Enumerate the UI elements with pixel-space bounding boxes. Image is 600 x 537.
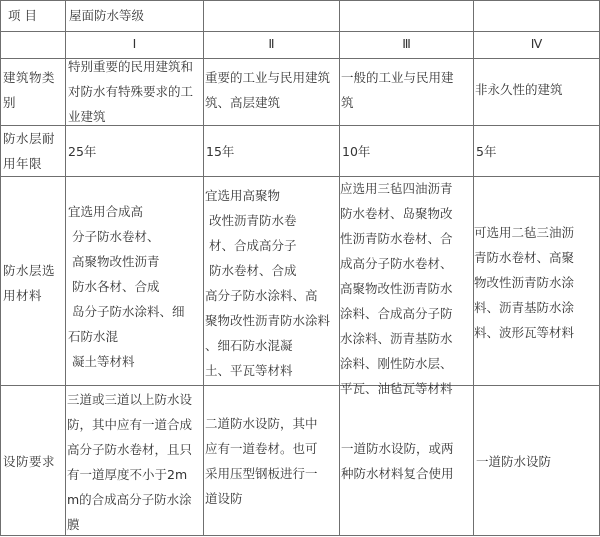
durability-grade-3: 10年 xyxy=(342,144,371,159)
row-label-building-category: 建筑物类 别 xyxy=(3,70,56,110)
header-grade-group-cell: 屋面防水等级 xyxy=(69,8,145,23)
row-label-durability: 防水层耐 用年限 xyxy=(3,131,56,171)
grade-3-header: Ⅲ xyxy=(402,36,411,51)
table-divider xyxy=(0,176,600,177)
table-border-top xyxy=(0,0,600,1)
building-category-grade-1: 特别重要的民用建筑和 对防水有特殊要求的工 业建筑 xyxy=(68,59,194,124)
materials-grade-1: 宜选用合成高 分子防水卷材、 高聚物改性沥青 防水各材、合成 岛分子防水涂料、细 石防水混 凝土等材料 xyxy=(68,204,185,369)
table-divider xyxy=(65,0,66,536)
materials-grade-4: 可选用二毡三油沥 青防水卷材、高聚 物改性沥青防水涂 料、沥青基防水涂 料、波形瓦等材料 xyxy=(474,225,575,340)
grade-1-header: Ⅰ xyxy=(132,36,137,51)
table-divider xyxy=(203,0,204,536)
building-category-grade-4: 非永久性的建筑 xyxy=(475,82,563,97)
durability-grade-4: 5年 xyxy=(476,144,497,159)
requirements-grade-3: 一道防水设防，或两 种防水材料复合使用 xyxy=(341,441,454,481)
table-divider xyxy=(0,385,600,386)
requirements-grade-2: 二道防水设防，其中 应有一道卷材。也可 采用压型钢板进行一 道设防 xyxy=(205,416,318,506)
row-label-materials: 防水层选 用材料 xyxy=(3,263,56,303)
durability-grade-2: 15年 xyxy=(206,144,235,159)
materials-grade-3: 应选用三毡四油沥青 防水卷材、岛聚物改 性沥青防水卷材、合 成高分子防水卷材、 高聚物改性沥青防水 涂料、合成高分子防 水涂料、沥青基防水 涂料、刚性防水层、 平瓦、油毡瓦等材料 xyxy=(340,181,453,396)
durability-grade-1: 25年 xyxy=(68,144,97,159)
requirements-grade-4: 一道防水设防 xyxy=(476,454,552,469)
building-category-grade-3: 一般的工业与民用建 筑 xyxy=(341,70,454,110)
table-border-left xyxy=(0,0,1,536)
materials-grade-2: 宜选用高聚物 改性沥青防水卷 材、合成高分子 防水卷材、合成 高分子防水涂料、高 聚物改性沥青防水涂料 、细石防水混凝 土、平瓦等材料 xyxy=(205,188,331,378)
requirements-grade-1: 三道或三道以上防水设 防，其中应有一道合成 高分子防水卷材，且只 有一道厚度不小于2m m的合成高分子防水涂 膜 xyxy=(67,392,193,532)
header-item-cell: 项 目 xyxy=(8,8,37,23)
grade-2-header: Ⅱ xyxy=(268,36,275,51)
grade-4-header: Ⅳ xyxy=(530,36,543,51)
row-label-requirements: 设防要求 xyxy=(3,454,56,469)
building-category-grade-2: 重要的工业与民用建筑 筑、高层建筑 xyxy=(205,70,331,110)
